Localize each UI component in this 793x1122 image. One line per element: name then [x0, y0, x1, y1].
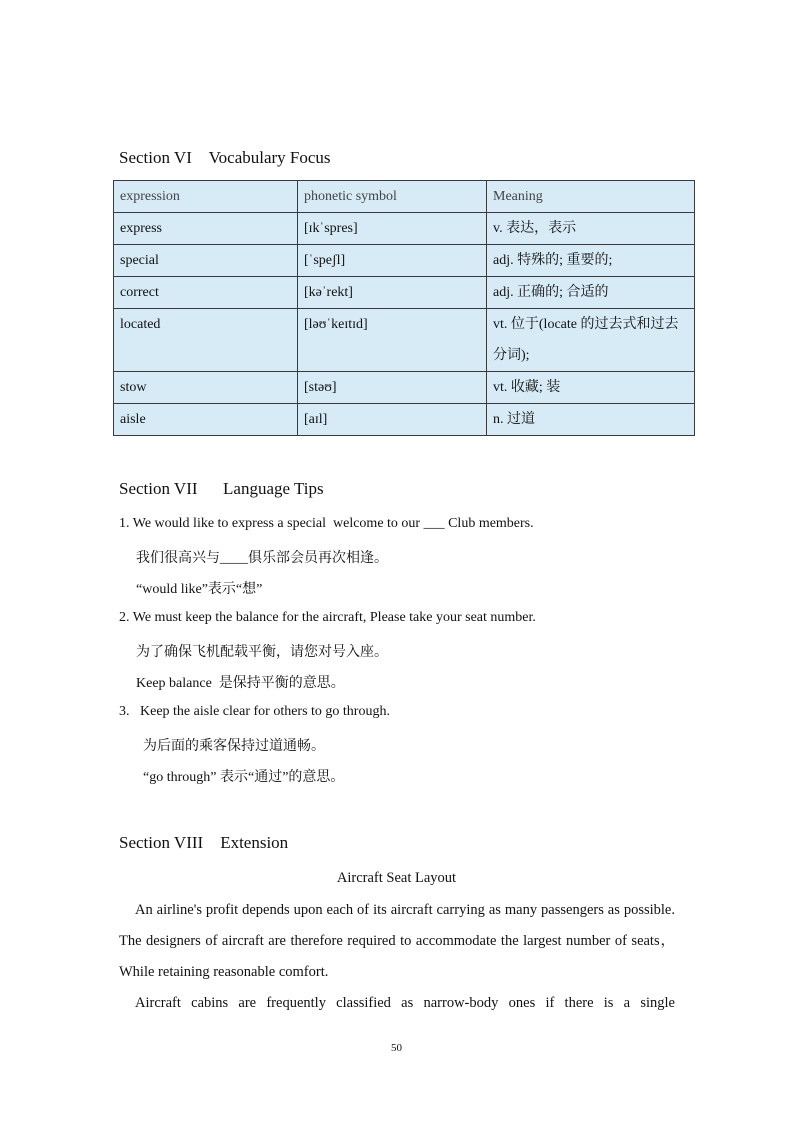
tip-2-english: 2. We must keep the balance for the aircraft, Please take your seat number. — [119, 610, 536, 625]
table-row — [114, 404, 695, 436]
header-phonetic-symbol: phonetic symbol — [298, 181, 487, 213]
header-expression: expression — [114, 181, 298, 213]
tip-1-note: “would like”表示“想” — [136, 582, 263, 597]
cell-meaning: vt. 位于(locate 的过去式和过去分词); — [487, 309, 695, 372]
tip-1-chinese: 我们很高兴与____俱乐部会员再次相逢。 — [136, 551, 388, 566]
tip-3-english: 3. Keep the aisle clear for others to go through. — [119, 704, 390, 719]
article-paragraph: Aircraft cabins are frequently classified as narrow-body ones if there is a single — [135, 995, 675, 1011]
vocabulary-table — [113, 180, 695, 436]
cell-phonetic: [kəˈrekt] — [298, 277, 487, 309]
cell-expression: located — [114, 309, 298, 372]
article-title: Aircraft Seat Layout — [336, 870, 457, 886]
article-paragraph: An airline's profit depends upon each of its aircraft carrying as many passengers as possible. The designers of aircraft are therefore required to accommodate the largest number of seats，While retaining reasonable comfort. — [119, 902, 675, 980]
tip-1-english: 1. We would like to express a special welcome to our ___ Club members. — [119, 516, 534, 531]
tip-3-chinese: 为后面的乘客保持过道通畅。 — [143, 739, 325, 754]
cell-expression: express — [114, 213, 298, 245]
table-row — [114, 309, 695, 372]
tip-2-note: Keep balance 是保持平衡的意思。 — [136, 676, 345, 691]
cell-phonetic: [ɪkˈspres] — [298, 213, 487, 245]
page-number: 50 — [391, 1042, 402, 1054]
table-row — [114, 277, 695, 309]
tip-3-note: “go through” 表示“通过”的意思。 — [143, 770, 345, 785]
cell-meaning: v. 表达，表示 — [487, 213, 695, 245]
cell-phonetic: [ləʊˈkeɪtɪd] — [298, 309, 487, 372]
section-vi-heading: Section VI Vocabulary Focus — [119, 148, 331, 167]
cell-meaning: adj. 正确的; 合适的 — [487, 277, 695, 309]
table-row — [114, 245, 695, 277]
cell-phonetic: [stəʊ] — [298, 372, 487, 404]
cell-expression: stow — [114, 372, 298, 404]
section-vii-heading: Section VII Language Tips — [119, 479, 324, 498]
header-meaning: Meaning — [487, 181, 695, 213]
cell-expression: correct — [114, 277, 298, 309]
cell-expression: special — [114, 245, 298, 277]
table-row — [114, 213, 695, 245]
cell-meaning: n. 过道 — [487, 404, 695, 436]
article-body — [119, 895, 675, 1019]
section-viii-heading: Section VIII Extension — [119, 833, 289, 852]
cell-phonetic: [ˈspeʃl] — [298, 245, 487, 277]
cell-meaning: adj. 特殊的; 重要的; — [487, 245, 695, 277]
table-header-row — [114, 181, 695, 213]
table-row — [114, 372, 695, 404]
cell-expression: aisle — [114, 404, 298, 436]
tip-2-chinese: 为了确保飞机配载平衡，请您对号入座。 — [136, 645, 388, 660]
cell-meaning: vt. 收藏; 装 — [487, 372, 695, 404]
cell-phonetic: [aɪl] — [298, 404, 487, 436]
